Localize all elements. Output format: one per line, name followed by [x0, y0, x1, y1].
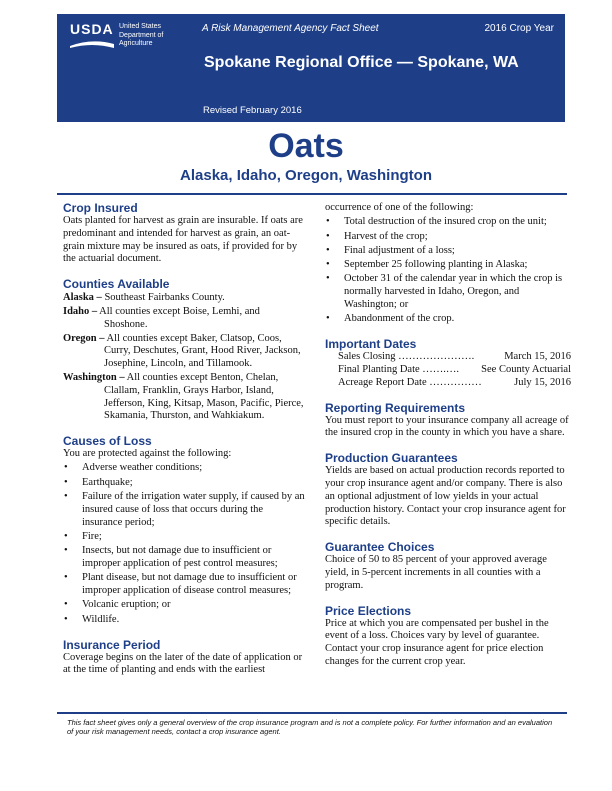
- crop-year: 2016 Crop Year: [484, 23, 554, 34]
- list-item: • Failure of the irrigation water supply, if caused by an insured cause of loss that occurs during the insurance period;: [63, 491, 305, 529]
- reporting-heading: Reporting Requirements: [325, 400, 466, 415]
- date-value: See County Actuarial: [481, 363, 571, 375]
- page-title: Oats: [268, 127, 344, 165]
- county-entry: [63, 306, 305, 332]
- list-item: • Abandonment of the crop.: [325, 313, 571, 326]
- list-item: • Plant disease, but not damage due to insufficient or improper application of disease control measures;: [63, 572, 305, 598]
- department-line: Agriculture: [119, 40, 153, 47]
- important-dates-table: [338, 351, 571, 389]
- left-column: [63, 201, 305, 677]
- county-text: Southeast Fairbanks County.: [101, 292, 225, 304]
- list-item: • Final adjustment of a loss;: [325, 245, 571, 258]
- county-state: Washington –: [63, 371, 125, 383]
- department-name: [119, 23, 163, 49]
- price-elections-heading: Price Elections: [325, 603, 412, 618]
- guarantee-choices-heading: Guarantee Choices: [325, 540, 435, 555]
- county-text: All counties except Baker, Clatsop, Coos, Curry, Deschutes, Grant, Hood River, Jackson, Josephine, Lincoln, and Tillamook.: [104, 332, 301, 370]
- fact-sheet-kicker: A Risk Management Agency Fact Sheet: [202, 23, 379, 34]
- usda-logo-text: USDA: [70, 21, 114, 37]
- county-state: Alaska –: [63, 292, 102, 304]
- department-line: United States: [119, 23, 162, 30]
- date-row: [338, 351, 571, 364]
- top-divider: [57, 193, 567, 195]
- important-dates-heading: Important Dates: [325, 337, 417, 352]
- list-item: • September 25 following planting in Alaska;: [325, 259, 571, 272]
- list-item: • Adverse weather conditions;: [63, 462, 305, 475]
- list-item: • October 31 of the calendar year in which the crop is normally harvested in Idaho, Oregon, and Washington; or: [325, 273, 571, 311]
- list-item: • Wildlife.: [63, 614, 305, 627]
- county-text: All counties except Benton, Chelan, Clallam, Franklin, Grays Harbor, Island, Jefferson, King, Kitsap, Mason, Pacific, Pierce, Skamania, Thurston, and Wahkiakum.: [104, 371, 304, 422]
- date-label: Final Planting Date …….….: [338, 363, 460, 375]
- date-label: Acreage Report Date ……………: [338, 376, 482, 388]
- date-row: [338, 377, 571, 390]
- date-value: March 15, 2016: [504, 351, 571, 363]
- county-entry: [63, 333, 305, 371]
- causes-heading: Causes of Loss: [63, 434, 152, 449]
- guarantee-choices-text: Choice of 50 to 85 percent of your approved average yield, in 5-percent increments in all counties with a program.: [325, 554, 547, 591]
- list-item: • Earthquake;: [63, 477, 305, 490]
- disclaimer-footer: This fact sheet gives only a general overview of the crop insurance program and is not a complete policy. For further information and an evaluation of your risk management needs, contact a crop insurance agent.: [67, 718, 553, 736]
- county-state: Oregon –: [63, 332, 105, 344]
- right-column: [325, 202, 571, 669]
- county-entry: [63, 292, 305, 305]
- county-entry: [63, 372, 305, 423]
- date-label: Sales Closing ………………….: [338, 351, 475, 363]
- insurance-period-continued: occurrence of one of the following:: [325, 202, 474, 213]
- production-text: Yields are based on actual production records reported to your crop insurance agent and/or company. There is also an optional adjustment of low yields in your actual production history. Contact your crop insurance agent for specific details.: [325, 465, 566, 528]
- department-line: Department of: [119, 31, 164, 39]
- production-heading: Production Guarantees: [325, 451, 458, 466]
- crop-insured-heading: Crop Insured: [63, 201, 138, 215]
- county-text: All counties except Boise, Lemhi, and Shoshone.: [97, 305, 260, 330]
- reporting-text: You must report to your insurance company all acreage of the insured crop in the county in which you have a share.: [325, 414, 569, 439]
- price-elections-text: Price at which you are compensated per bushel in the event of a loss. Choices vary by level of guarantee. Contact your crop insurance agent for price election changes for the current crop year.: [325, 617, 549, 667]
- county-state: Idaho –: [63, 305, 98, 317]
- counties-heading: Counties Available: [63, 277, 170, 292]
- list-item: • Harvest of the crop;: [325, 231, 571, 244]
- usda-logo: [70, 21, 114, 48]
- regional-office: Spokane Regional Office — Spokane, WA: [204, 54, 519, 71]
- insurance-period-heading: Insurance Period: [63, 637, 161, 652]
- revised-date: Revised February 2016: [203, 105, 302, 116]
- bottom-divider: [57, 712, 567, 714]
- causes-intro: You are protected against the following:: [63, 448, 232, 460]
- header-banner: [57, 14, 565, 122]
- list-item: • Total destruction of the insured crop on the unit;: [325, 216, 571, 229]
- causes-list: [63, 462, 305, 626]
- insurance-period-list: [325, 216, 571, 326]
- usda-swoosh-icon: [70, 40, 114, 48]
- list-item: • Fire;: [63, 531, 305, 544]
- page-subtitle: Alaska, Idaho, Oregon, Washington: [180, 167, 432, 184]
- insurance-period-text: Coverage begins on the later of the date of application or at the time of planting and ends with the earliest: [63, 651, 303, 676]
- crop-insured-text: Oats planted for harvest as grain are insurable. If oats are predominant and intended for harvest as grain, an oat-grain mixture may be insured as oats, if provided for by the actuarial document.: [63, 215, 303, 265]
- date-row: [338, 364, 571, 377]
- list-item: • Insects, but not damage due to insufficient or improper application of pest control measures;: [63, 545, 305, 571]
- date-value: July 15, 2016: [514, 376, 571, 388]
- list-item: • Volcanic eruption; or: [63, 599, 305, 612]
